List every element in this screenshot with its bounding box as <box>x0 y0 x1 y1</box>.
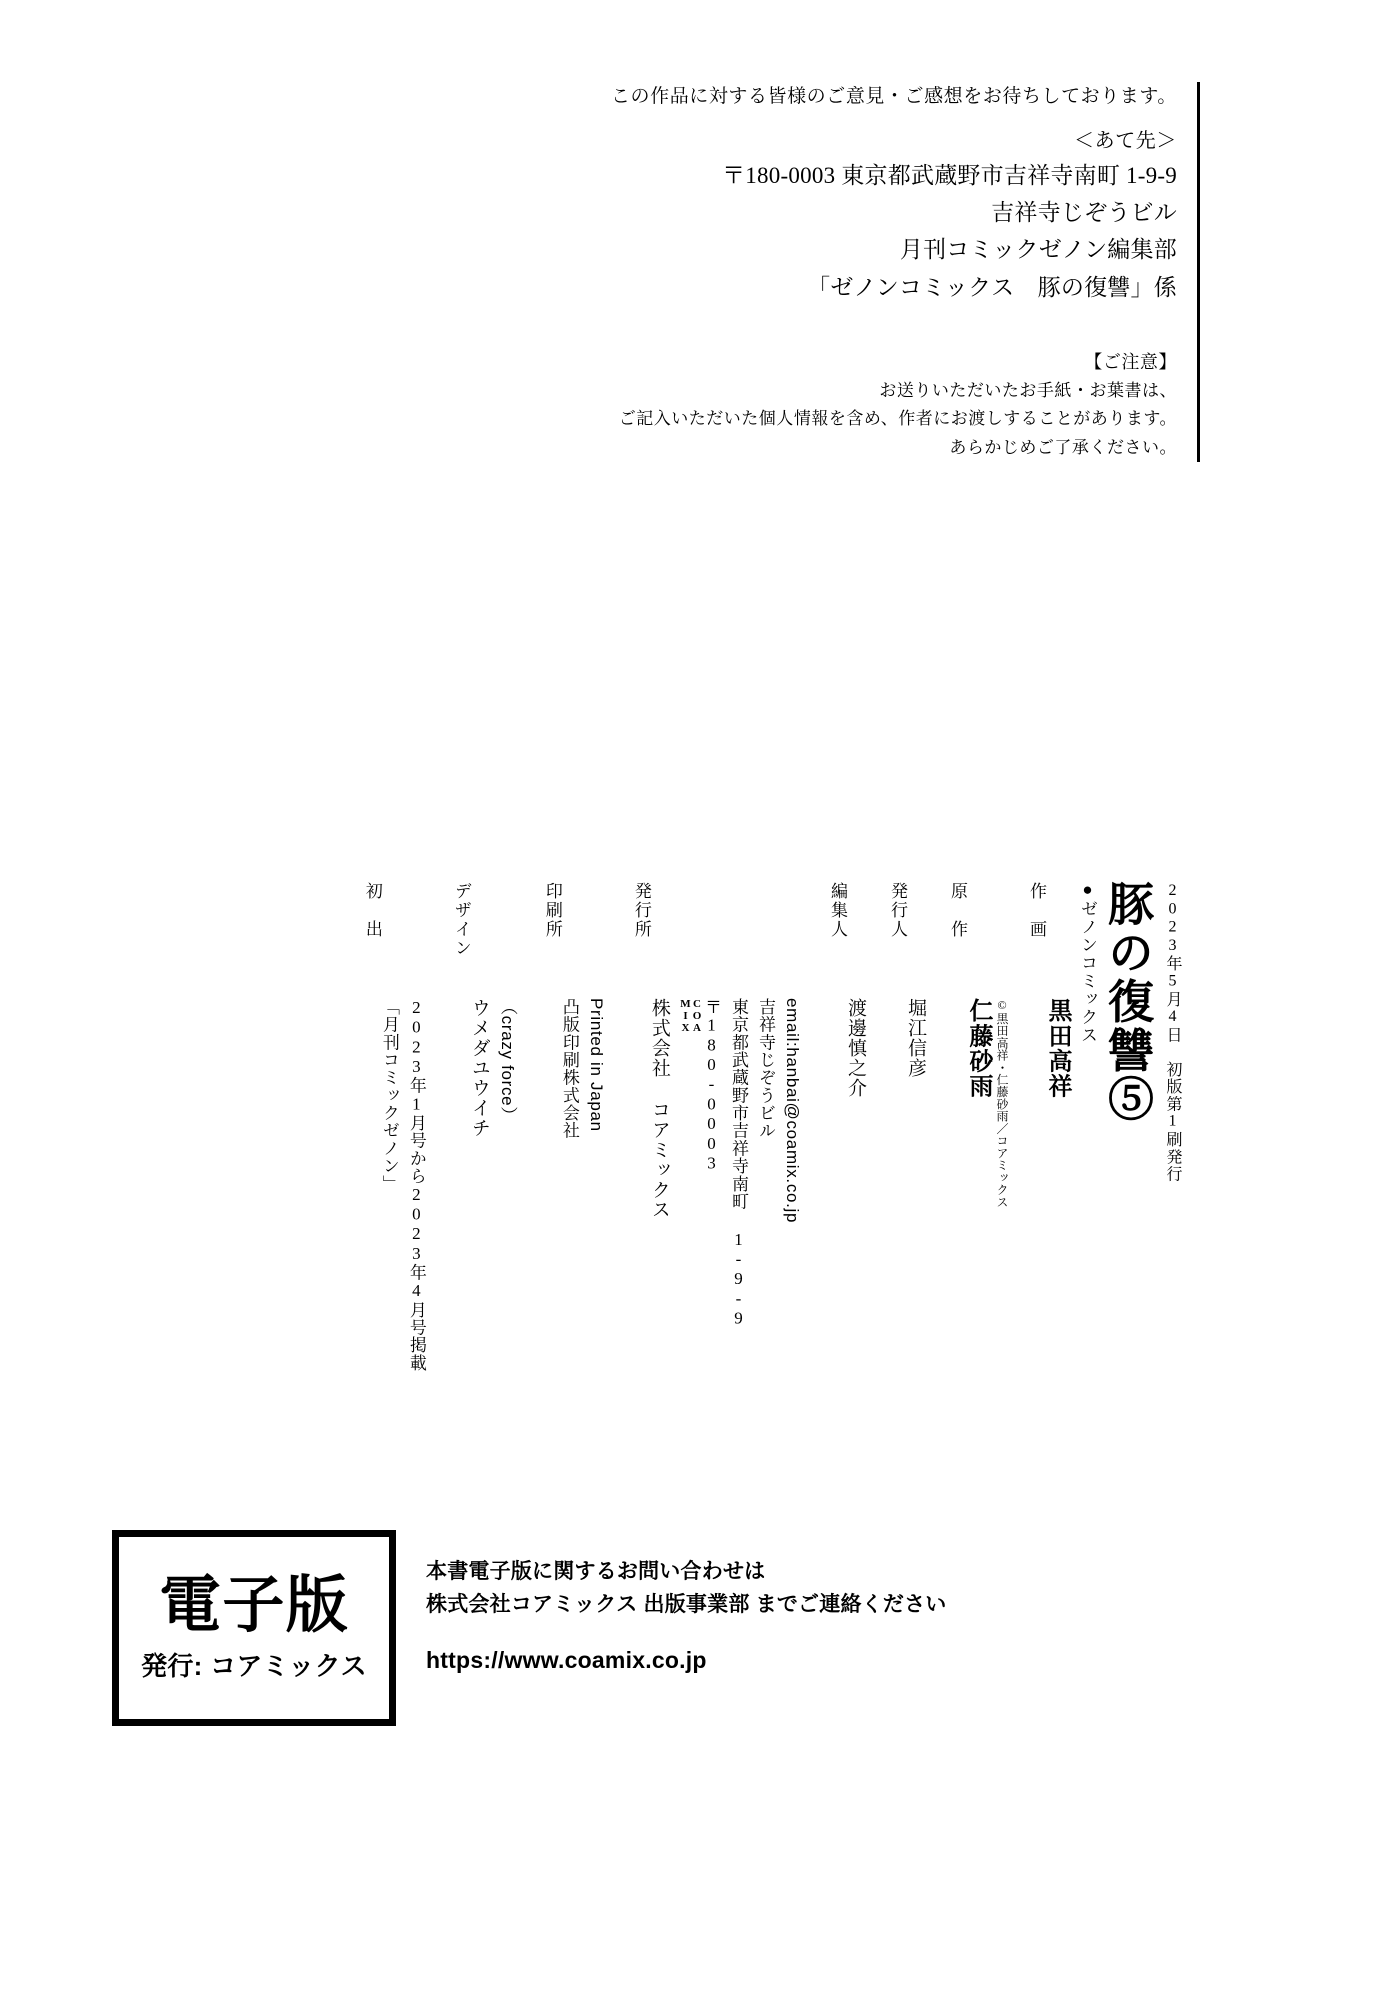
digital-edition-badge-title: 電子版 <box>159 1570 349 1640</box>
design-studio-note: （crazy force） <box>497 998 517 1124</box>
field-editor <box>829 880 871 1098</box>
field-design <box>453 880 526 1138</box>
address-heading: ＜あて先＞ <box>1074 129 1177 152</box>
notice-line-2: ご記入いただいた個人情報を含め、作者にお渡しすることがあります。 <box>618 409 1177 429</box>
field-publisher-person-value: 堀江信彦 <box>905 998 926 1078</box>
address-line-3: 月刊コミックゼノン編集部 <box>899 237 1177 263</box>
field-design-value: ウメダユウイチ <box>468 998 490 1138</box>
copyright-note: ©黒田高祥・仁藤砂雨／コアミックス <box>995 998 1009 1209</box>
field-editor-value: 渡邊慎之介 <box>845 998 866 1098</box>
spacer <box>440 306 1177 348</box>
coamix-logo-icon: COA MIX <box>679 998 703 1034</box>
field-publisher <box>633 880 811 1328</box>
reader-feedback-block <box>440 82 1200 462</box>
field-publisher-label: 発行所 <box>631 882 651 940</box>
field-first-publication-body <box>381 880 435 1372</box>
digital-contact-line-1: 本書電子版に関するお問い合わせは <box>426 1560 766 1583</box>
publisher-postal-code: 〒180-0003 <box>702 998 721 1174</box>
publication-date: 2023年5月4日 初版第1刷発行 <box>1164 882 1181 1183</box>
field-publisher-value: 株式会社 コアミックス <box>648 998 670 1220</box>
volume-number: ⑤ <box>1102 1075 1153 1124</box>
address-line-2: 吉祥寺じぞうビル <box>991 200 1177 226</box>
field-author-label: 原 作 <box>948 882 967 940</box>
digital-edition-contact <box>426 1530 947 1674</box>
first-publication-issues: 2023年1月号から2023年4月号掲載 <box>406 998 426 1372</box>
series-label: ●ゼノンコミックス <box>1078 880 1097 1045</box>
field-artist <box>1028 880 1075 1099</box>
field-first-publication <box>364 880 435 1372</box>
field-first-publication-value: 「月刊コミックゼノン」 <box>379 998 399 1193</box>
field-publisher-person <box>889 880 931 1078</box>
digital-edition-block <box>112 1530 947 1726</box>
digital-edition-badge-publisher: 発行: コアミックス <box>141 1651 367 1682</box>
digital-edition-badge <box>112 1530 396 1726</box>
colophon-title-group <box>1075 880 1180 1183</box>
field-first-publication-label: 初 出 <box>362 882 382 940</box>
book-title-text: 豚の復讐 <box>1102 880 1153 1076</box>
digital-contact-line-2: 株式会社コアミックス 出版事業部 までご連絡ください <box>426 1592 947 1616</box>
publisher-email: email:hanbai@coamix.co.jp <box>783 998 802 1224</box>
field-design-label: デザイン <box>451 882 471 959</box>
book-title <box>1102 880 1153 1124</box>
notice-line-3: あらかじめご了承ください。 <box>949 437 1177 457</box>
field-printer-label: 印刷所 <box>542 882 562 940</box>
field-design-body <box>470 880 526 1138</box>
field-editor-label: 編集人 <box>828 882 847 940</box>
field-artist-label: 作 画 <box>1027 882 1046 940</box>
field-author <box>949 880 1010 1208</box>
notice-line-1: お送りいただいたお手紙・お葉書は、 <box>879 380 1177 400</box>
colophon <box>360 880 1180 1440</box>
field-publisher-person-label: 発行人 <box>888 882 907 940</box>
address-line-4: 「ゼノンコミックス 豚の復讐」係 <box>807 274 1177 300</box>
field-artist-value: 黒田高祥 <box>1044 998 1070 1099</box>
field-printer <box>544 880 615 1139</box>
field-printer-body <box>561 880 615 1139</box>
publisher-address-line-2: 吉祥寺じぞうビル <box>756 998 775 1140</box>
field-author-value: 仁藤砂雨 <box>965 998 991 1099</box>
field-publisher-body <box>650 880 811 1328</box>
notice-heading: 【ご注意】 <box>1084 351 1177 372</box>
address-line-1: 〒180-0003 東京都武蔵野市吉祥寺南町 1-9-9 <box>722 162 1177 188</box>
printed-in-japan: Printed in Japan <box>586 998 606 1132</box>
coamix-website-url[interactable]: https://www.coamix.co.jp <box>426 1647 707 1674</box>
feedback-intro-text: この作品に対する皆様のご意見・ご感想をお待ちしております。 <box>610 86 1177 107</box>
field-printer-value: 凸版印刷株式会社 <box>559 998 579 1140</box>
publisher-address-line-1: 東京都武蔵野市吉祥寺南町 1-9-9 <box>729 998 748 1329</box>
